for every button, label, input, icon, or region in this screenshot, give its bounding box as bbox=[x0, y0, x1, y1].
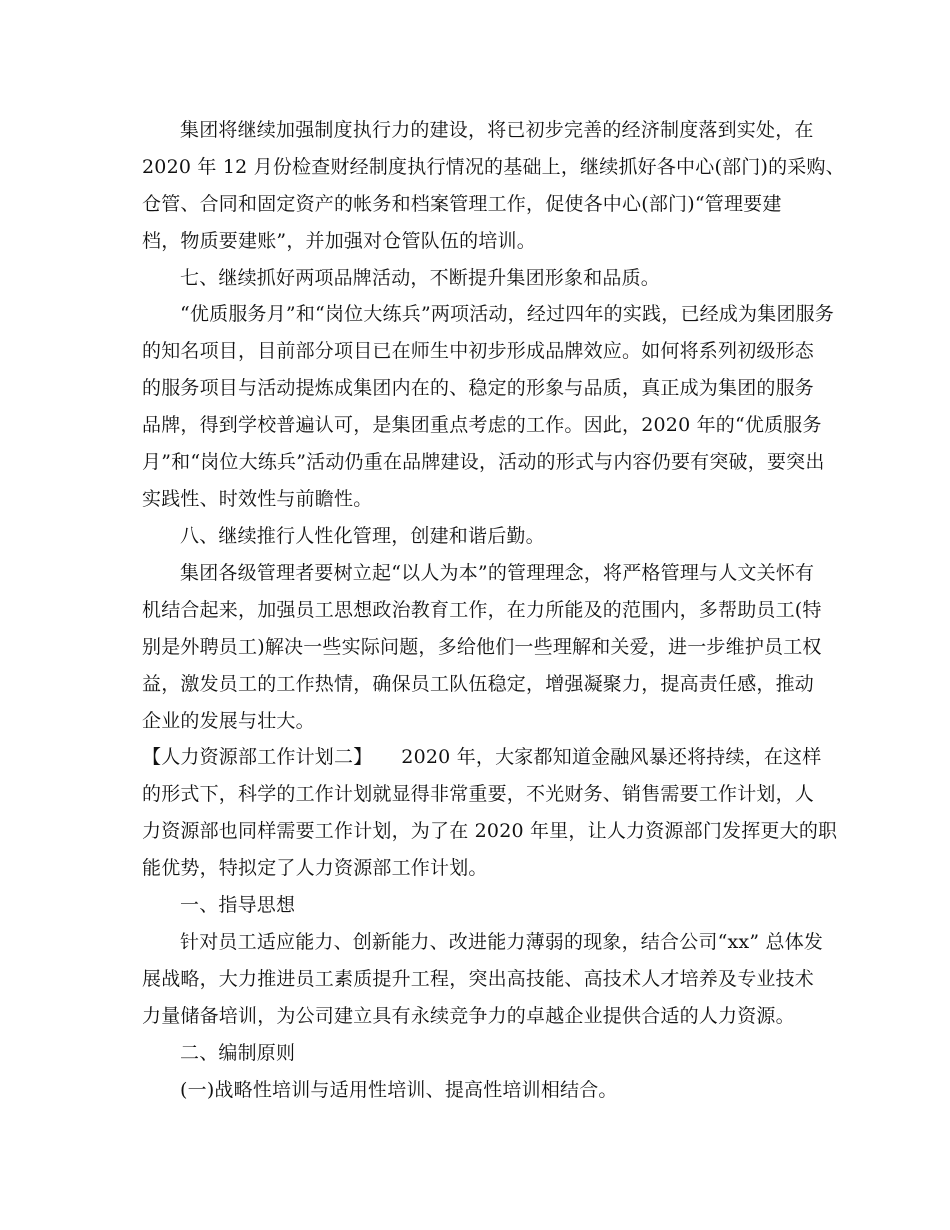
text-line: 品牌，得到学校普遍认可，是集团重点考虑的工作。因此，2020 年的“优质服务 bbox=[142, 414, 822, 436]
text-line: 的形式下，科学的工作计划就显得非常重要，不光财务、销售需要工作计划，人 bbox=[142, 783, 815, 805]
text-line: 的知名项目，目前部分项目已在师生中初步形成品牌效应。如何将系列初级形态 bbox=[142, 340, 815, 362]
section-heading: 二、编制原则 bbox=[180, 1042, 296, 1064]
text-line: 集团各级管理者要树立起“以人为本”的管理理念，将严格管理与人文关怀有 bbox=[180, 562, 815, 584]
text-line: 益，激发员工的工作热情，确保员工队伍稳定，增强凝聚力，提高责任感，推动 bbox=[142, 673, 815, 695]
plan-title-line: 【人力资源部工作计划二】 2020 年，大家都知道金融风暴还将持续，在这样 bbox=[142, 746, 822, 768]
text-line: 仓管、合同和固定资产的帐务和档案管理工作，促使各中心(部门)“管理要建 bbox=[142, 193, 782, 215]
text-line: 展战略，大力推进员工素质提升工程，突出高技能、高技术人才培养及专业技术 bbox=[142, 968, 815, 990]
section-heading: 八、继续推行人性化管理，创建和谐后勤。 bbox=[180, 525, 545, 547]
text-line: 机结合起来，加强员工思想政治教育工作，在力所能及的范围内，多帮助员工(特 bbox=[142, 599, 822, 621]
text-line: “优质服务月”和“岗位大练兵”两项活动，经过四年的实践，已经成为集团服务 bbox=[180, 303, 835, 325]
text-line: 月”和“岗位大练兵”活动仍重在品牌建设，活动的形式与内容仍要有突破，要突出 bbox=[142, 451, 825, 473]
text-line: 2020 年 12 月份检查财经制度执行情况的基础上，继续抓好各中心(部门)的采购、 bbox=[142, 156, 845, 178]
text-line: 别是外聘员工)解决一些实际问题，多给他们一些理解和关爱，进一步维护员工权 bbox=[142, 636, 822, 658]
text-line: 档，物质要建账”，并加强对仓管队伍的培训。 bbox=[142, 230, 536, 252]
section-heading: 一、指导思想 bbox=[180, 894, 296, 916]
text-line: (一)战略性培训与适用性培训、提高性培训相结合。 bbox=[180, 1079, 618, 1101]
text-line: 力资源部也同样需要工作计划，为了在 2020 年里，让人力资源部门发挥更大的职 bbox=[142, 820, 838, 842]
text-line: 针对员工适应能力、创新能力、改进能力薄弱的现象，结合公司“xx” 总体发 bbox=[180, 931, 824, 953]
section-heading: 七、继续抓好两项品牌活动，不断提升集团形象和品质。 bbox=[180, 267, 661, 289]
text-line: 的服务项目与活动提炼成集团内在的、稳定的形象与品质，真正成为集团的服务 bbox=[142, 377, 815, 399]
text-line: 实践性、时效性与前瞻性。 bbox=[142, 488, 373, 510]
text-line: 企业的发展与壮大。 bbox=[142, 710, 315, 732]
text-line: 能优势，特拟定了人力资源部工作计划。 bbox=[142, 857, 488, 879]
text-line: 力量储备培训，为公司建立具有永续竞争力的卓越企业提供合适的人力资源。 bbox=[142, 1005, 795, 1027]
text-line: 集团将继续加强制度执行力的建设，将已初步完善的经济制度落到实处，在 bbox=[180, 119, 814, 141]
